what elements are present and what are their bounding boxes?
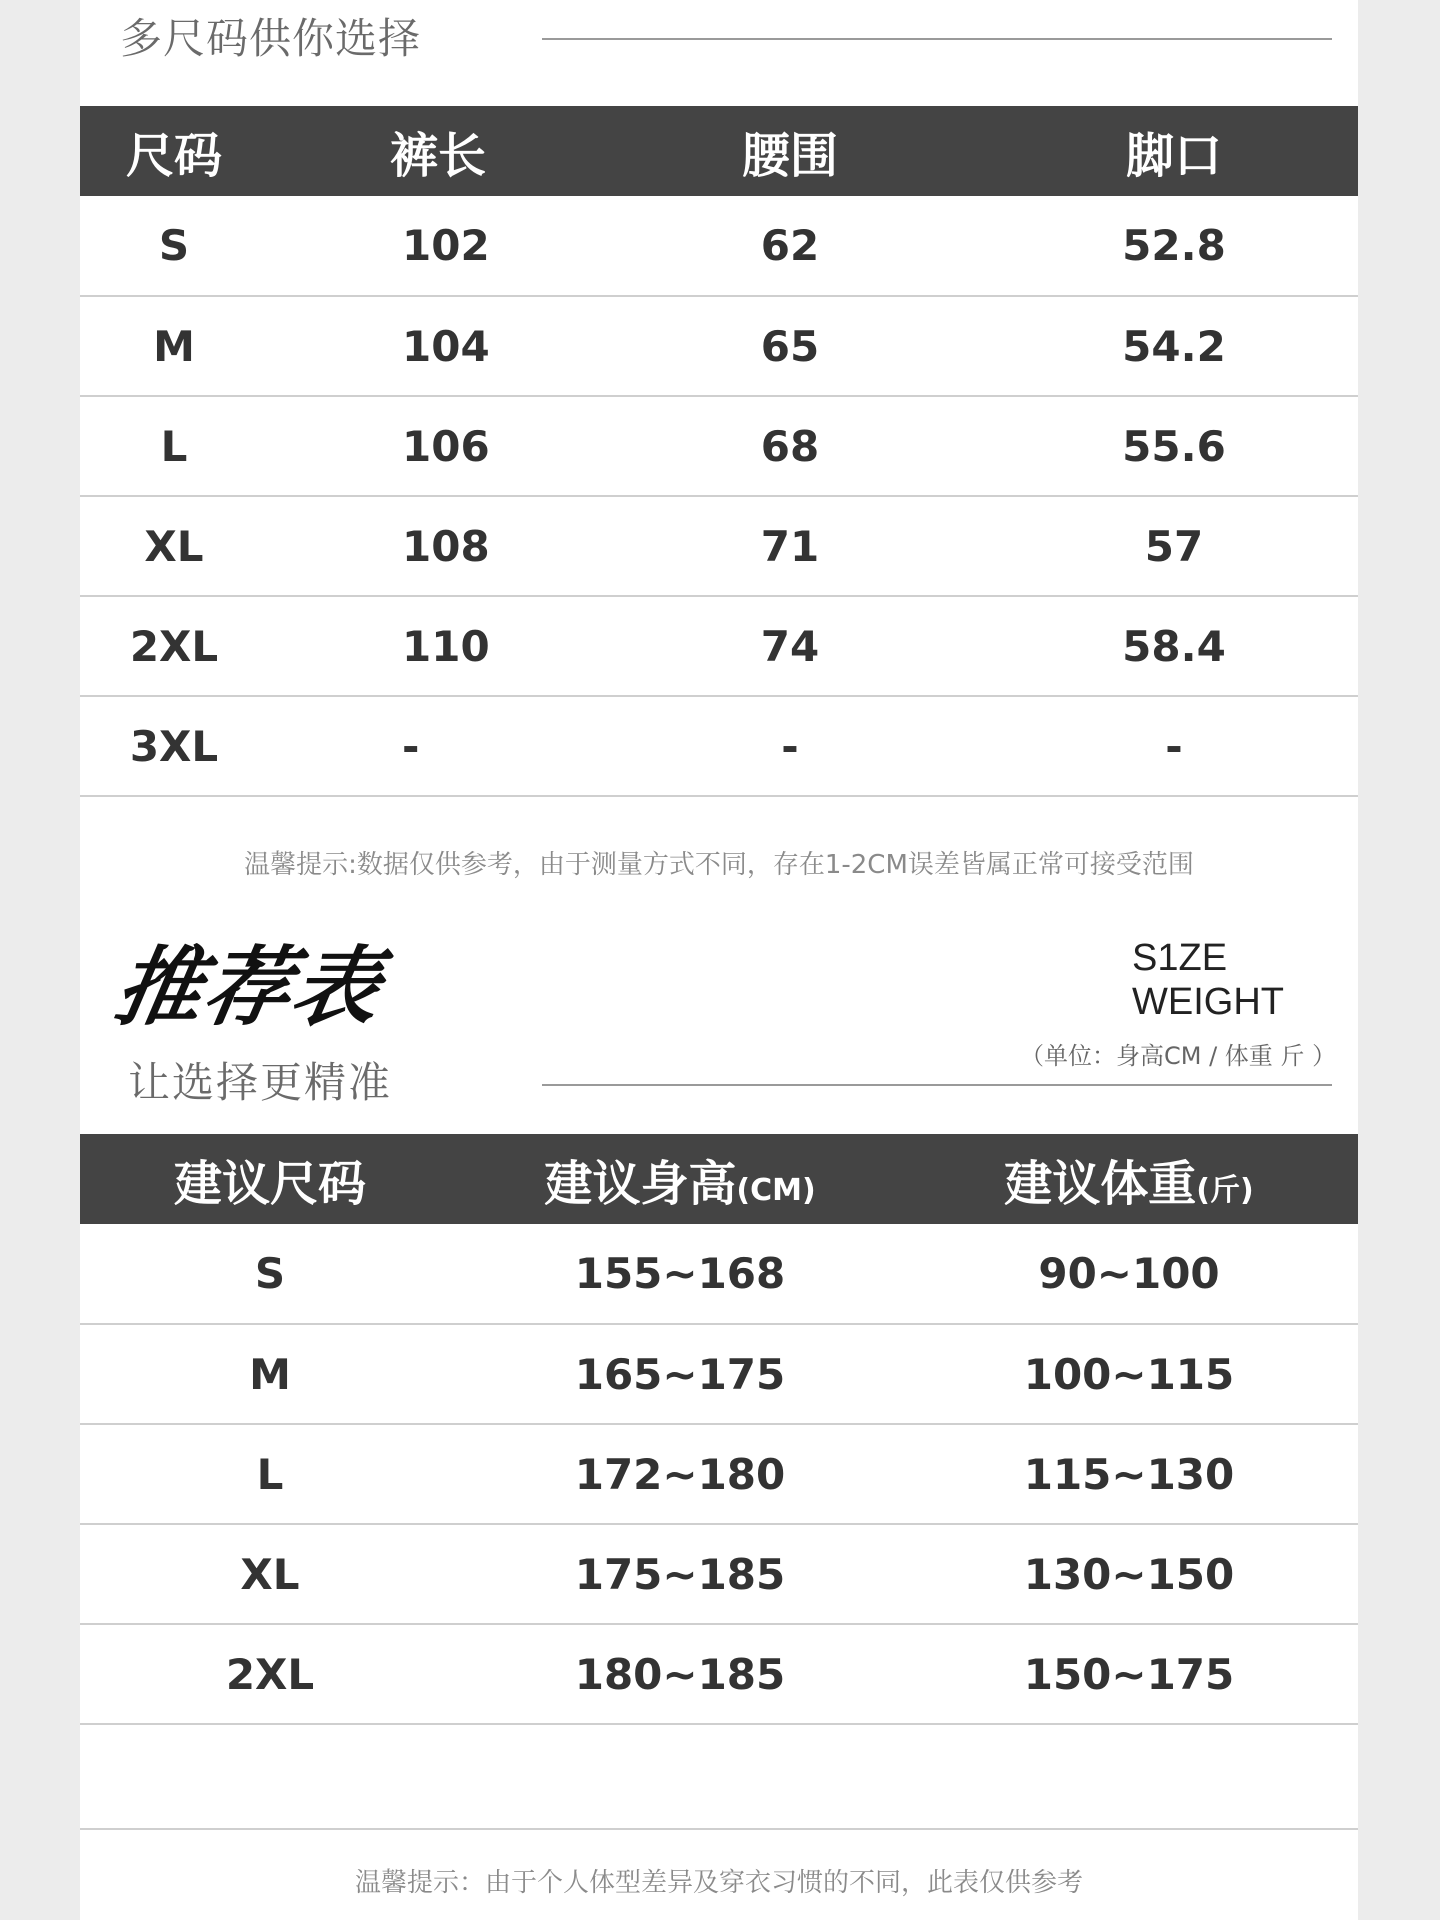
length-cell: - xyxy=(290,696,590,796)
header-pants-length: 裤长 xyxy=(290,106,590,196)
size-cell: M xyxy=(80,296,290,396)
header-main: 建议体重 xyxy=(1004,1155,1197,1212)
table-row xyxy=(80,1624,1358,1724)
table-row xyxy=(80,1424,1358,1524)
size-cell: 2XL xyxy=(80,1624,460,1724)
size-cell: 2XL xyxy=(80,596,290,696)
weight-range-cell: 115~130 xyxy=(900,1424,1358,1524)
hem-cell: 55.6 xyxy=(990,396,1358,496)
recommendation-table xyxy=(80,1134,1358,1725)
size-chart-page xyxy=(80,0,1358,1920)
size-cell: S xyxy=(80,196,290,296)
size-cell: L xyxy=(80,396,290,496)
waist-cell: 65 xyxy=(590,296,990,396)
height-range-cell: 155~168 xyxy=(460,1224,900,1324)
table-header-row xyxy=(80,1134,1358,1224)
length-cell: 104 xyxy=(290,296,590,396)
recommend-title: 推荐表 xyxy=(107,938,390,1038)
title-divider xyxy=(542,38,1332,40)
fit-note: 温馨提示：由于个人体型差异及穿衣习惯的不同，此表仅供参考 xyxy=(354,1868,1083,1898)
table-row xyxy=(80,1524,1358,1624)
height-range-cell: 180~185 xyxy=(460,1624,900,1724)
header-recommended-weight xyxy=(900,1134,1358,1224)
waist-cell: 62 xyxy=(590,196,990,296)
height-range-cell: 175~185 xyxy=(460,1524,900,1624)
table-row xyxy=(80,396,1358,496)
size-cell: XL xyxy=(80,1524,460,1624)
weight-range-cell: 150~175 xyxy=(900,1624,1358,1724)
length-cell: 106 xyxy=(290,396,590,496)
size-cell: S xyxy=(80,1224,460,1324)
table-header-row xyxy=(80,106,1358,196)
table-row xyxy=(80,1224,1358,1324)
height-range-cell: 165~175 xyxy=(460,1324,900,1424)
header-recommended-size xyxy=(80,1134,460,1224)
length-cell: 110 xyxy=(290,596,590,696)
hem-cell: 54.2 xyxy=(990,296,1358,396)
table-row xyxy=(80,696,1358,796)
hem-cell: 57 xyxy=(990,496,1358,596)
hem-cell: 58.4 xyxy=(990,596,1358,696)
section-title-sizes: 多尺码供你选择 xyxy=(120,14,422,63)
size-weight-label xyxy=(1132,936,1284,1024)
header-main: 建议身高 xyxy=(544,1155,737,1212)
header-size: 尺码 xyxy=(80,106,290,196)
weight-range-cell: 90~100 xyxy=(900,1224,1358,1324)
header-recommended-height xyxy=(460,1134,900,1224)
recommend-subtitle: 让选择更精准 xyxy=(128,1058,393,1107)
hem-cell: 52.8 xyxy=(990,196,1358,296)
footer-divider xyxy=(80,1828,1358,1830)
length-cell: 102 xyxy=(290,196,590,296)
size-cell: 3XL xyxy=(80,696,290,796)
header-waist: 腰围 xyxy=(590,106,990,196)
header-main: 建议尺码 xyxy=(173,1155,366,1212)
size-label: S1ZE xyxy=(1132,937,1228,979)
size-cell: M xyxy=(80,1324,460,1424)
recommend-divider xyxy=(542,1084,1332,1086)
header-unit: (CM) xyxy=(736,1172,816,1208)
length-cell: 108 xyxy=(290,496,590,596)
waist-cell: 68 xyxy=(590,396,990,496)
height-range-cell: 172~180 xyxy=(460,1424,900,1524)
size-cell: XL xyxy=(80,496,290,596)
weight-range-cell: 130~150 xyxy=(900,1524,1358,1624)
header-hem: 脚口 xyxy=(990,106,1358,196)
weight-label: WEIGHT xyxy=(1132,981,1284,1023)
header-unit: (斤) xyxy=(1196,1172,1254,1208)
hem-cell: - xyxy=(990,696,1358,796)
table-row xyxy=(80,196,1358,296)
weight-range-cell: 100~115 xyxy=(900,1324,1358,1424)
table-row xyxy=(80,296,1358,396)
measurement-note: 温馨提示:数据仅供参考，由于测量方式不同，存在1-2CM误差皆属正常可接受范围 xyxy=(244,850,1194,880)
waist-cell: 74 xyxy=(590,596,990,696)
size-cell: L xyxy=(80,1424,460,1524)
size-measurement-table xyxy=(80,106,1358,797)
waist-cell: 71 xyxy=(590,496,990,596)
table-row xyxy=(80,496,1358,596)
table-row xyxy=(80,596,1358,696)
table-row xyxy=(80,1324,1358,1424)
waist-cell: - xyxy=(590,696,990,796)
unit-note: （单位：身高CM / 体重 斤 ） xyxy=(1020,1042,1337,1070)
